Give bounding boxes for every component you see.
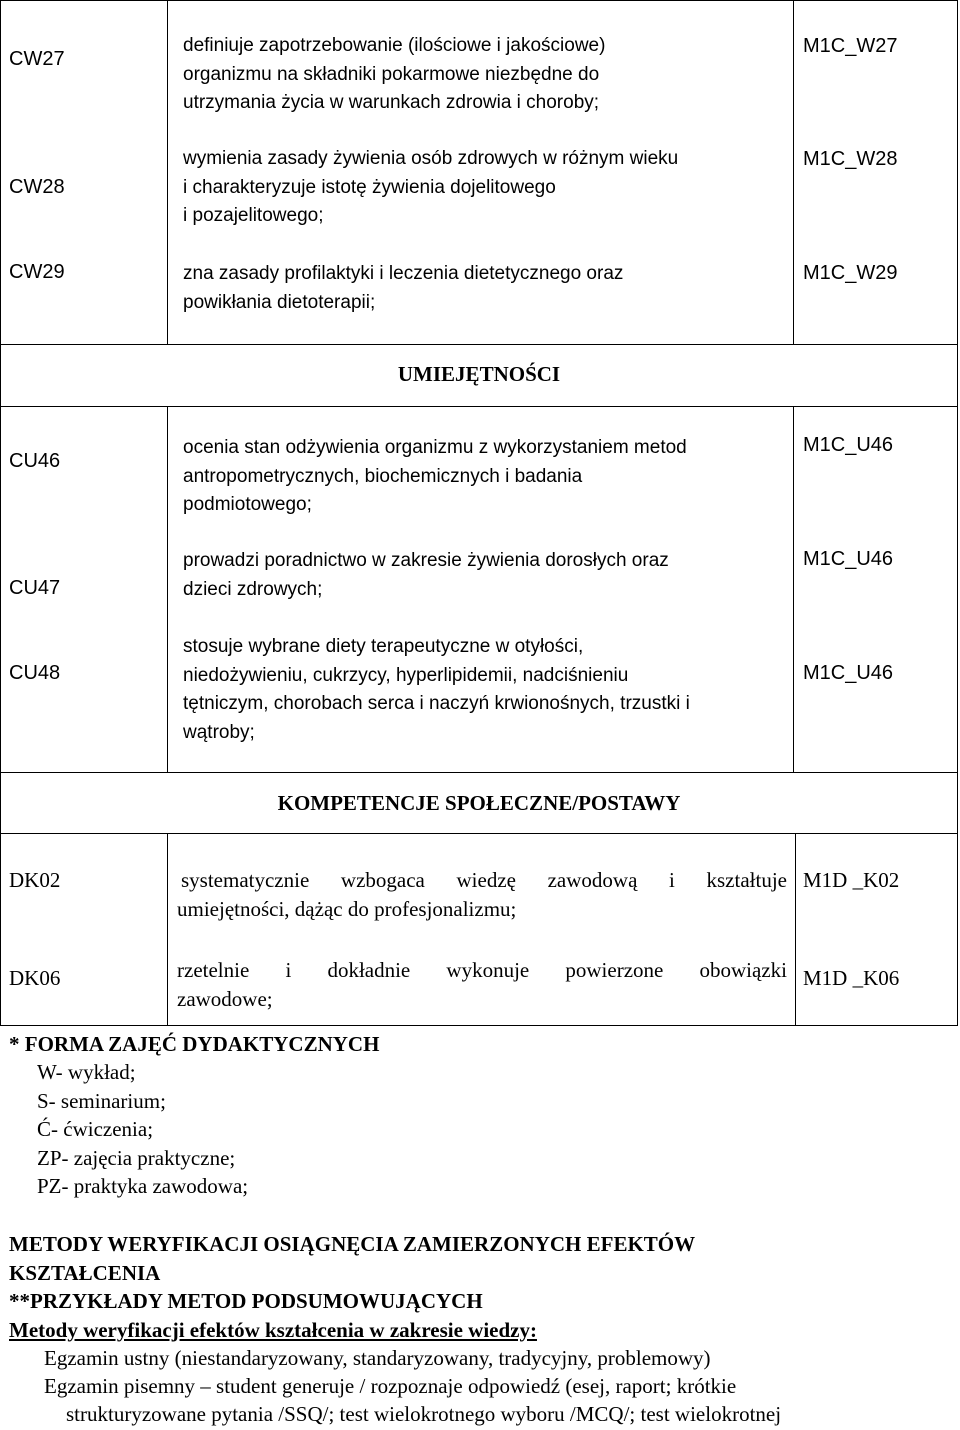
description-line: i pozajelitowego;: [183, 205, 324, 226]
table-row-divider: [0, 406, 958, 407]
description-line: i charakteryzuje istotę żywienia dojelitowego: [183, 176, 556, 198]
table-col-divider: [167, 833, 168, 1026]
description-line: wymienia zasady żywienia osób zdrowych w różnym wieku: [183, 148, 679, 169]
description-line: powikłania dietoterapii;: [183, 291, 376, 313]
description-line: zawodowe;: [177, 986, 273, 1011]
description-line: systematycznie wzbogaca wiedzę zawodową i kształtuje: [181, 868, 787, 892]
table-col-divider: [793, 0, 794, 344]
description-line: prowadzi poradnictwo w zakresie żywienia dorosłych oraz: [183, 550, 669, 571]
metody-wiedza-heading: Metody weryfikacji efektów kształcenia w zakresie wiedzy:: [9, 1317, 537, 1342]
description-line: wątroby;: [183, 721, 255, 743]
outcome-code: CU47: [9, 577, 61, 599]
metody-title: [9, 1230, 695, 1344]
outcome-description: [183, 145, 678, 231]
outcome-code: DK02: [9, 868, 61, 892]
table-row-divider: [0, 833, 958, 834]
list-item: Ć- ćwiczenia;: [37, 1117, 154, 1141]
outcome-description: [177, 866, 787, 923]
outcome-reference: M1C_U46: [803, 434, 894, 456]
description-line: rzetelnie i dokładnie wykonuje powierzone obowiązki: [177, 958, 787, 982]
metody-line: strukturyzowane pytania /SSQ/; test wielokrotnego wyboru /MCQ/; test wielokrotnej: [66, 1402, 782, 1426]
list-item: PZ- praktyka zawodowa;: [37, 1174, 249, 1198]
table-row-divider: [0, 772, 958, 773]
description-line: dzieci zdrowych;: [183, 578, 323, 600]
outcome-code: CU46: [9, 450, 61, 472]
table-col-divider: [795, 833, 796, 1026]
table-col-divider: [167, 0, 168, 344]
table-col-divider: [793, 406, 794, 772]
description-line: antropometrycznych, biochemicznych i badania: [183, 465, 583, 487]
description-line: organizmu na składniki pokarmowe niezbędne do: [183, 63, 600, 85]
description-line: definiuje zapotrzebowanie (ilościowe i jakościowe): [183, 35, 606, 56]
description-line: zna zasady profilaktyki i leczenia dietetycznego oraz: [183, 263, 624, 284]
section-header-kompetencje: KOMPETENCJE SPOŁECZNE/POSTAWY: [277, 791, 681, 815]
outcome-description: [183, 547, 669, 604]
list-item: W- wykład;: [37, 1060, 136, 1084]
list-item: ZP- zajęcia praktyczne;: [37, 1145, 236, 1170]
description-line: ocenia stan odżywienia organizmu z wykorzystaniem metod: [183, 437, 687, 458]
outcome-description: [183, 260, 623, 317]
metody-subtitle: **PRZYKŁADY METOD PODSUMOWUJĄCYCH: [9, 1289, 483, 1313]
metody-title-line: KSZTAŁCENIA: [9, 1260, 161, 1285]
outcome-reference: M1D _K06: [803, 966, 900, 990]
outcome-description: [177, 956, 787, 1013]
table-col-divider: [167, 406, 168, 772]
outcome-reference: M1C_W29: [803, 262, 898, 284]
metody-line: Egzamin pisemny – student generuje / rozpoznaje odpowiedź (esej, raport; krótkie: [44, 1374, 737, 1398]
outcome-reference: M1C_U46: [803, 548, 894, 570]
metody-line: Egzamin ustny (niestandaryzowany, standaryzowany, tradycyjny, problemowy): [44, 1346, 711, 1370]
description-line: stosuje wybrane diety terapeutyczne w otyłości,: [183, 636, 584, 657]
outcome-reference: M1C_W28: [803, 148, 898, 170]
list-item: S- seminarium;: [37, 1088, 166, 1113]
forma-list: [37, 1058, 248, 1201]
forma-title: * FORMA ZAJĘĆ DYDAKTYCZNYCH: [9, 1032, 380, 1056]
description-line: niedożywieniu, cukrzycy, hyperlipidemii, nadciśnieniu: [183, 664, 629, 686]
section-header-umiejetnosci: UMIEJĘTNOŚCI: [397, 362, 561, 386]
outcome-description: [183, 633, 690, 747]
description-line: podmiotowego;: [183, 494, 312, 515]
outcome-code: DK06: [9, 966, 61, 990]
description-line: umiejętności, dążąc do profesjonalizmu;: [177, 896, 517, 921]
outcome-code: CU48: [9, 662, 61, 684]
outcome-description: [183, 434, 687, 520]
metody-title-line: METODY WERYFIKACJI OSIĄGNĘCIA ZAMIERZONYCH EFEKTÓW: [9, 1232, 696, 1256]
outcome-reference: M1D _K02: [803, 868, 900, 892]
description-line: utrzymania życia w warunkach zdrowia i choroby;: [183, 92, 600, 113]
description-line: tętniczym, chorobach serca i naczyń krwionośnych, trzustki i: [183, 693, 690, 714]
outcome-reference: M1C_U46: [803, 662, 894, 684]
outcome-code: CW29: [9, 261, 65, 283]
outcome-reference: M1C_W27: [803, 35, 898, 57]
outcome-code: CW27: [9, 48, 65, 70]
outcome-code: CW28: [9, 176, 65, 198]
table-row-divider: [0, 344, 958, 345]
outcome-description: [183, 32, 605, 118]
